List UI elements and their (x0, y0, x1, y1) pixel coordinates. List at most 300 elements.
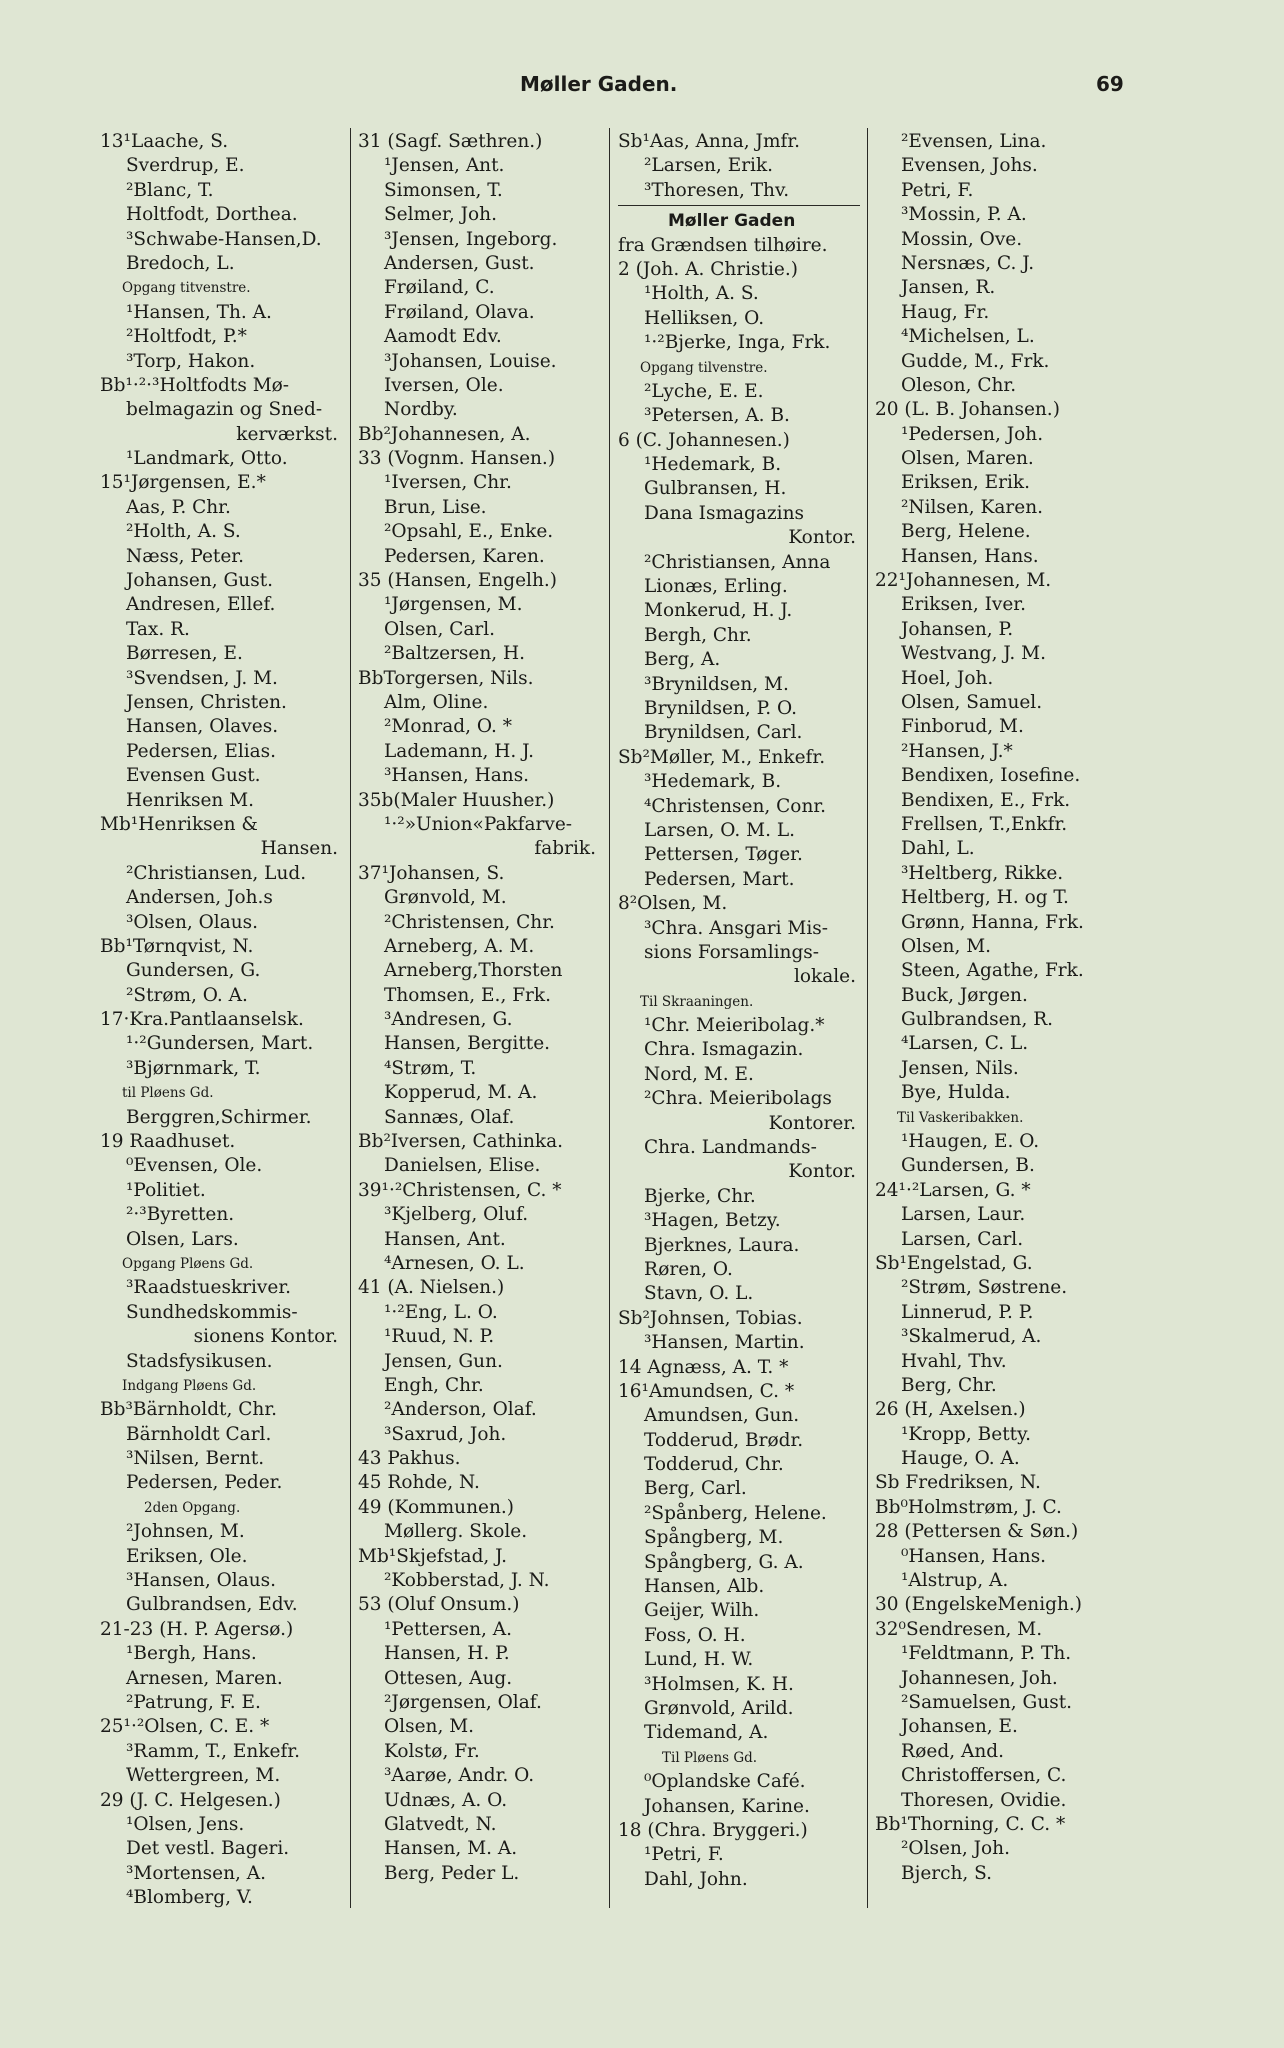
directory-entry: Børresen, E. (126, 643, 243, 665)
directory-entry: Sb²Møller, M., Enkefr. (618, 746, 826, 768)
directory-entry: Andersen, Joh.s (126, 887, 273, 909)
directory-entry: 29 (J. C. Helgesen.) (100, 1789, 281, 1811)
directory-entry: Olsen, Samuel. (901, 691, 1043, 713)
directory-entry: ³Hedemark, B. (644, 771, 782, 793)
directory-entry: ²Kobberstad, J. N. (384, 1570, 550, 1592)
directory-entry: Bjerch, S. (901, 1862, 993, 1884)
directory-entry: Lademann, H. J. (384, 740, 535, 762)
directory-entry: ²Evensen, Lina. (901, 131, 1047, 152)
directory-entry: ²Patrung, F. E. (126, 1692, 261, 1713)
directory-entry: Johansen, P. (901, 618, 1014, 640)
directory-entry: Sb Fredriksen, N. (875, 1472, 1041, 1494)
directory-entry: ¹·²»Union«Pakfarve- (384, 813, 573, 835)
directory-entry: ³Hagen, Betzy. (644, 1210, 781, 1232)
directory-entry: Det vestl. Bageri. (126, 1838, 290, 1860)
directory-entry: Kolstø, Fr. (384, 1740, 480, 1762)
directory-entry: ³Chra. Ansgari Mis- (644, 917, 829, 939)
directory-entry: Berg, A. (644, 649, 721, 671)
directory-entry: Indgang Pløens Gd. (122, 1377, 257, 1394)
directory-entry: 28 (Pettersen & Søn.) (875, 1521, 1079, 1543)
directory-entry: ⁴Blomberg, V. (126, 1887, 253, 1909)
directory-entry: fabrik. (534, 838, 596, 860)
directory-entry: ³Schwabe-Hansen,D. (126, 228, 322, 250)
directory-entry: Sb²Johnsen, Tobias. (618, 1307, 803, 1329)
directory-entry: ¹Feldtmann, P. Th. (901, 1643, 1072, 1665)
directory-entry: lokale. (793, 966, 856, 988)
directory-entry: ²Larsen, Erik. (644, 155, 774, 177)
directory-entry: Johansen, Karine. (644, 1795, 810, 1817)
directory-entry: Hansen, Olaves. (126, 716, 279, 738)
directory-entry: ¹Olsen, Jens. (126, 1813, 245, 1835)
directory-entry: ¹Alstrup, A. (901, 1570, 1009, 1592)
directory-entry: ¹Hansen, Th. A. (126, 301, 272, 323)
directory-entry: ²Blanc, T. (126, 179, 214, 201)
directory-entry: Arneberg,Thorsten (384, 960, 563, 982)
directory-entry: Hansen, Bergitte. (384, 1033, 551, 1055)
directory-entry: Hansen. (260, 838, 338, 860)
directory-entry: til Pløens Gd. (122, 1085, 214, 1102)
directory-entry: ²Strøm, Søstrene. (901, 1277, 1068, 1299)
directory-entry: Opgang tilvenstre. (640, 359, 768, 376)
directory-entry: Berg, Peder L. (384, 1862, 520, 1884)
directory-entry: Møllerg. Skole. (384, 1521, 528, 1543)
directory-entry: ³Petersen, A. B. (644, 405, 790, 427)
directory-entry: ²·³Byretten. (126, 1204, 235, 1226)
directory-entry: ³Brynildsen, M. (644, 673, 789, 695)
directory-entry: ¹Bergh, Hans. (126, 1643, 257, 1665)
directory-entry: ³Jensen, Ingeborg. (384, 228, 558, 250)
directory-entry: Iversen, Ole. (384, 374, 504, 396)
directory-entry: Til Skraaningen. (640, 993, 754, 1010)
directory-entry: Larsen, Laur. (901, 1204, 1026, 1226)
directory-entry: Wettergreen, M. (126, 1765, 281, 1787)
column-divider (350, 128, 351, 1908)
directory-entry: 32⁰Sendresen, M. (875, 1618, 1043, 1640)
directory-entry: Bendixen, Iosefine. (901, 765, 1081, 787)
directory-entry: ²Monrad, O. * (384, 716, 512, 738)
directory-entry: 53 (Oluf Onsum.) (358, 1594, 520, 1616)
directory-entry: Lionæs, Erling. (644, 576, 788, 598)
directory-entry: 43 Pakhus. (358, 1448, 461, 1470)
directory-entry: Bb³Bärnholdt, Chr. (100, 1399, 278, 1421)
directory-entry: sionens Kontor. (193, 1326, 338, 1348)
directory-entry: Nord, M. E. (644, 1063, 754, 1085)
directory-entry: kerværkst. (236, 423, 338, 445)
directory-entry: ¹Petri, F. (644, 1844, 724, 1866)
directory-entry: Frøiland, C. (384, 277, 495, 299)
directory-entry: Larsen, O. M. L. (644, 819, 795, 841)
directory-entry: Pedersen, Karen. (384, 545, 545, 567)
directory-entry: 15¹Jørgensen, E.* (100, 472, 266, 494)
directory-entry: ¹Holth, A. S. (644, 283, 759, 305)
directory-entry: ⁴Strøm, T. (384, 1057, 477, 1079)
directory-entry: Haug, Fr. (901, 301, 990, 323)
directory-entry: ³Hansen, Hans. (384, 765, 530, 787)
directory-entry: Monkerud, H. J. (644, 600, 793, 622)
directory-entry: Nersnæs, C. J. (901, 252, 1035, 274)
directory-entry: ³Hansen, Olaus. (126, 1570, 277, 1592)
directory-entry: Aas, P. Chr. (126, 496, 231, 518)
directory-entry: Til Pløens Gd. (662, 1749, 758, 1766)
directory-entry: 2 (Joh. A. Christie.) (618, 258, 798, 280)
directory-entry: Oleson, Chr. (901, 374, 1017, 396)
directory-entry: sions Forsamlings- (644, 941, 820, 963)
directory-entry: ¹Landmark, Otto. (126, 448, 288, 470)
directory-entry: Bb²Iversen, Cathinka. (358, 1131, 564, 1153)
directory-entry: Bjerknes, Laura. (644, 1234, 800, 1256)
directory-entry: Steen, Agathe, Frk. (901, 960, 1084, 982)
directory-entry: ²Christensen, Chr. (384, 911, 555, 933)
directory-entry: 2den Opgang. (144, 1499, 241, 1516)
directory-entry: Foss, O. H. (644, 1624, 746, 1646)
directory-entry: Linnerud, P. P. (901, 1301, 1034, 1323)
directory-entry: ¹Jørgensen, M. (384, 594, 523, 616)
directory-entry: Hansen, Ant. (384, 1228, 506, 1250)
directory-entry: Eriksen, Ole. (126, 1545, 248, 1567)
directory-entry: ¹Pettersen, A. (384, 1618, 513, 1640)
directory-entry: Bärnholdt Carl. (126, 1423, 272, 1445)
directory-entry: ⁴Arnesen, O. L. (384, 1252, 525, 1274)
directory-entry: Bb¹Thorning, C. C. * (875, 1813, 1066, 1835)
directory-entry: Grønvold, M. (384, 887, 507, 909)
directory-entry: Olsen, Maren. (901, 448, 1034, 470)
section-heading: Møller Gaden (668, 211, 796, 232)
column-2 (358, 130, 600, 1910)
directory-entry: Frellsen, T.,Enkfr. (901, 813, 1068, 835)
directory-entry: ²Spånberg, Helene. (644, 1502, 827, 1524)
directory-entry: ³Aarøe, Andr. O. (384, 1765, 535, 1787)
directory-entry: ²Johnsen, M. (126, 1521, 245, 1543)
directory-entry: Bb¹·²·³Holtfodts Mø- (100, 374, 290, 396)
directory-entry: ³Holmsen, K. H. (644, 1673, 794, 1695)
directory-entry: ¹·²Gundersen, Mart. (126, 1033, 314, 1055)
directory-entry: ³Saxrud, Joh. (384, 1423, 507, 1445)
directory-entry: Todderud, Chr. (644, 1454, 784, 1476)
directory-entry: Bendixen, E., Frk. (901, 789, 1071, 811)
directory-entry: Tax. R. (126, 618, 190, 640)
directory-entry: Berggren,Schirmer. (126, 1106, 312, 1128)
directory-entry: 35 (Hansen, Engelh.) (358, 570, 557, 592)
directory-entry: Dahl, John. (644, 1868, 748, 1890)
directory-entry: ¹Chr. Meieribolag.* (644, 1015, 825, 1037)
directory-entry: Olsen, Carl. (384, 618, 496, 640)
directory-entry: Kontorer. (768, 1112, 856, 1134)
directory-entry: Berg, Helene. (901, 521, 1031, 543)
directory-entry: Bb¹Tørnqvist, N. (100, 935, 254, 957)
directory-entry: Chra. Ismagazin. (644, 1039, 804, 1061)
directory-entry: ²Lyche, E. E. (644, 380, 764, 402)
directory-entry: Dana Ismagazins (644, 502, 805, 524)
directory-entry: Mb¹Skjefstad, J. (358, 1545, 508, 1567)
directory-entry: ²Baltzersen, H. (384, 643, 526, 665)
directory-entry: Brynildsen, P. O. (644, 697, 798, 719)
directory-entry: 33 (Vognm. Hansen.) (358, 448, 556, 470)
directory-entry: Gulbrandsen, R. (901, 1009, 1054, 1031)
directory-entry: 14 Agnæss, A. T. * (618, 1356, 789, 1378)
directory-entry: 17·Kra.Pantlaanselsk. (100, 1009, 304, 1031)
directory-entry: Grønvold, Arild. (644, 1698, 794, 1719)
directory-entry: 26 (H, Axelsen.) (875, 1399, 1026, 1421)
directory-entry: Christoffersen, C. (901, 1765, 1067, 1787)
directory-entry: Bjerke, Chr. (644, 1185, 756, 1207)
directory-entry: Petri, F. (901, 179, 974, 201)
directory-entry: Næss, Peter. (126, 545, 244, 567)
directory-entry: Andresen, Ellef. (126, 594, 276, 616)
directory-entry: ³Thoresen, Thv. (644, 179, 790, 201)
directory-entry: ³Johansen, Louise. (384, 350, 557, 372)
directory-entry: Spångberg, M. (644, 1527, 784, 1549)
directory-entry: Sb¹Engelstad, G. (875, 1252, 1033, 1274)
directory-entry: Gudde, M., Frk. (901, 350, 1050, 372)
page-title: Møller Gaden. (520, 72, 678, 96)
directory-entry: Hansen, Hans. (901, 545, 1039, 567)
directory-entry: Selmer, Joh. (384, 204, 497, 226)
directory-entry: 35b(Maler Huusher.) (358, 789, 555, 811)
directory-entry: Larsen, Carl. (901, 1228, 1024, 1250)
directory-entry: ³Nilsen, Bernt. (126, 1448, 265, 1470)
directory-entry: ¹Hedemark, B. (644, 454, 782, 476)
directory-entry: 24¹·²Larsen, G. * (875, 1179, 1031, 1201)
directory-entry: Amundsen, Gun. (644, 1405, 800, 1427)
directory-entry: ³Heltberg, Rikke. (901, 862, 1064, 884)
directory-entry: Jensen, Nils. (901, 1057, 1019, 1079)
directory-entry: ³Andresen, G. (384, 1009, 513, 1031)
column-divider (609, 128, 610, 1908)
directory-entry: Arneberg, A. M. (384, 935, 535, 957)
directory-entry: Sb¹Aas, Anna, Jmfr. (618, 131, 801, 152)
directory-entry: ²Holth, A. S. (126, 521, 241, 543)
column-3 (618, 130, 860, 1910)
directory-entry: ²Strøm, O. A. (126, 984, 248, 1006)
directory-entry: 18 (Chra. Bryggeri.) (618, 1819, 808, 1841)
directory-entry: 22¹Johannesen, M. (875, 570, 1052, 592)
directory-entry: ¹Iversen, Chr. (384, 472, 512, 494)
directory-entry: Jensen, Gun. (384, 1350, 503, 1372)
directory-entry: Mossin, Ove. (901, 228, 1023, 250)
directory-entry: Opgang Pløens Gd. (122, 1255, 254, 1272)
directory-entry: 21-23 (H. P. Agersø.) (100, 1618, 294, 1640)
directory-entry: Andersen, Gust. (384, 252, 535, 274)
directory-entry: Johansen, Gust. (126, 570, 274, 592)
directory-entry: Sannæs, Olaf. (384, 1106, 515, 1128)
directory-entry: ³Ramm, T., Enkefr. (126, 1740, 301, 1762)
directory-entry: ⁰Hansen, Hans. (901, 1545, 1047, 1567)
directory-entry: Gulbrandsen, Edv. (126, 1594, 298, 1616)
directory-entry: Stadsfysikusen. (126, 1350, 273, 1372)
page-number: 69 (1096, 72, 1124, 96)
directory-entry: 39¹·²Christensen, C. * (358, 1179, 562, 1201)
directory-entry: fra Grændsen tilhøire. (618, 234, 828, 256)
directory-entry: Olsen, M. (901, 935, 992, 957)
directory-entry: ¹Pedersen, Joh. (901, 423, 1044, 445)
column-1 (100, 130, 342, 1910)
directory-entry: Hansen, Alb. (644, 1576, 765, 1598)
directory-entry: 6 (C. Johannesen.) (618, 429, 790, 451)
directory-entry: Til Vaskeribakken. (897, 1109, 1024, 1126)
directory-entry: ⁰Evensen, Ole. (126, 1155, 263, 1177)
directory-entry: Hauge, O. A. (901, 1448, 1020, 1470)
directory-entry: ²Christiansen, Lud. (126, 862, 307, 884)
directory-entry: Berg, Chr. (901, 1374, 997, 1396)
directory-entry: Hoel, Joh. (901, 667, 994, 689)
directory-entry: Jansen, R. (901, 277, 996, 299)
directory-entry: Heltberg, H. og T. (901, 887, 1069, 909)
directory-entry: Chra. Landmands- (644, 1137, 817, 1159)
directory-entry: ⁰Oplandske Café. (644, 1771, 806, 1793)
directory-entry: ³Torp, Hakon. (126, 350, 256, 372)
directory-entry: Stavn, O. L. (644, 1283, 754, 1305)
directory-entry: ²Anderson, Olaf. (384, 1399, 537, 1421)
directory-entry: 16¹Amundsen, C. * (618, 1380, 795, 1402)
directory-entry: belmagazin og Sned- (126, 399, 323, 421)
directory-entry: Gulbransen, H. (644, 478, 787, 500)
directory-entry: Geijer, Wilh. (644, 1600, 760, 1622)
directory-entry: ³Skalmerud, A. (901, 1326, 1042, 1348)
directory-entry: ³Hansen, Martin. (644, 1332, 805, 1354)
directory-entry: Pedersen, Mart. (644, 868, 795, 890)
directory-entry: ²Olsen, Joh. (901, 1838, 1010, 1860)
directory-entry: 13¹Laache, S. (100, 131, 229, 152)
directory-entry: 8²Olsen, M. (618, 893, 728, 915)
directory-entry: Danielsen, Elise. (384, 1155, 541, 1177)
directory-entry: Grønn, Hanna, Frk. (901, 911, 1084, 933)
directory-entry: Bergh, Chr. (644, 624, 752, 646)
directory-entry: ³Mossin, P. A. (901, 204, 1027, 226)
directory-entry: Johansen, E. (901, 1716, 1018, 1738)
directory-entry: 37¹Johansen, S. (358, 862, 505, 884)
directory-entry: ³Mortensen, A. (126, 1862, 266, 1884)
directory-entry: Bye, Hulda. (901, 1082, 1011, 1104)
directory-entry: Tidemand, A. (644, 1722, 769, 1744)
directory-entry: BbTorgersen, Nils. (358, 667, 534, 689)
directory-entry: Thoresen, Ovidie. (901, 1789, 1067, 1811)
directory-entry: Eriksen, Erik. (901, 472, 1030, 494)
directory-entry: Kontor. (788, 1161, 856, 1183)
directory-entry: Finborud, M. (901, 716, 1024, 738)
directory-entry: Røren, O. (644, 1258, 733, 1280)
directory-entry: ³Bjørnmark, T. (126, 1057, 261, 1079)
directory-entry: Jensen, Christen. (126, 691, 287, 713)
directory-entry: Alm, Oline. (384, 691, 489, 713)
directory-entry: Mb¹Henriksen & (100, 813, 258, 835)
directory-entry: Aamodt Edv. (384, 326, 502, 348)
directory-entry: ²Holtfodt, P.* (126, 326, 247, 348)
directory-entry: ²Chra. Meieribolags (644, 1088, 832, 1110)
directory-entry: ²Jørgensen, Olaf. (384, 1692, 542, 1713)
directory-entry: ²Christiansen, Anna (644, 551, 831, 573)
directory-entry: Røed, And. (901, 1740, 1004, 1762)
directory-entry: Buck, Jørgen. (901, 984, 1028, 1006)
directory-entry: Johannesen, Joh. (901, 1667, 1058, 1689)
directory-entry: Frøiland, Olava. (384, 301, 535, 323)
directory-entry: ²Samuelsen, Gust. (901, 1692, 1073, 1713)
directory-entry: Ottesen, Aug. (384, 1667, 513, 1689)
directory-entry: 45 Rohde, N. (358, 1472, 480, 1494)
directory-entry: ⁴Larsen, C. L. (901, 1033, 1029, 1055)
directory-entry: ²Nilsen, Karen. (901, 496, 1043, 518)
directory-entry: ⁴Christensen, Conr. (644, 795, 827, 817)
directory-entry: Todderud, Brødr. (644, 1429, 804, 1451)
directory-entry: Bb²Johannesen, A. (358, 423, 531, 445)
directory-entry: Opgang titvenstre. (122, 280, 251, 297)
directory-entry: Glatvedt, N. (384, 1813, 497, 1835)
directory-entry: Henriksen M. (126, 789, 255, 811)
directory-entry: Pedersen, Peder. (126, 1472, 283, 1494)
directory-entry: Kopperud, M. A. (384, 1082, 538, 1104)
directory-entry: Hansen, M. A. (384, 1838, 518, 1860)
directory-entry: 19 Raadhuset. (100, 1131, 236, 1153)
directory-entry: ¹·²Eng, L. O. (384, 1301, 498, 1323)
directory-entry: Evensen, Johs. (901, 155, 1038, 177)
directory-entry: Bredoch, L. (126, 252, 235, 274)
directory-entry: Lund, H. W. (644, 1649, 754, 1671)
directory-entry: Nordby. (384, 399, 458, 421)
directory-entry: Thomsen, E., Frk. (384, 984, 551, 1006)
directory-entry: Olsen, M. (384, 1716, 475, 1738)
directory-entry: Evensen Gust. (126, 765, 261, 787)
directory-entry: ¹Jensen, Ant. (384, 155, 505, 177)
directory-entry: Hansen, H. P. (384, 1643, 510, 1665)
directory-entry: Engh, Chr. (384, 1374, 484, 1396)
directory-entry: Udnæs, A. O. (384, 1789, 508, 1811)
directory-entry: ⁴Michelsen, L. (901, 326, 1035, 348)
directory-entry: ³Olsen, Olaus. (126, 911, 259, 933)
column-divider (867, 128, 868, 1908)
directory-entry: ³Kjelberg, Oluf. (384, 1204, 529, 1226)
directory-entry: ¹Kropp, Betty. (901, 1423, 1031, 1445)
directory-entry: 25¹·²Olsen, C. E. * (100, 1716, 270, 1738)
directory-entry: Brynildsen, Carl. (644, 722, 803, 744)
directory-entry: Gundersen, G. (126, 960, 261, 982)
directory-entry: Sverdrup, E. (126, 155, 245, 177)
directory-entry: Dahl, L. (901, 838, 975, 860)
directory-entry: Spångberg, G. A. (644, 1551, 804, 1573)
directory-entry: ²Opsahl, E., Enke. (384, 521, 554, 543)
directory-entry: ¹Haugen, E. O. (901, 1131, 1040, 1153)
directory-entry: Pedersen, Elias. (126, 740, 277, 762)
directory-entry: ¹Ruud, N. P. (384, 1326, 495, 1348)
directory-entry: Olsen, Lars. (126, 1228, 239, 1250)
directory-entry: ¹·²Bjerke, Inga, Frk. (644, 332, 831, 354)
directory-entry: Brun, Lise. (384, 496, 487, 518)
directory-entry: ²Hansen, J.* (901, 740, 1013, 762)
directory-entry: ¹Politiet. (126, 1179, 206, 1201)
directory-entry: 49 (Kommunen.) (358, 1496, 514, 1518)
directory-entry: Hvahl, Thv. (901, 1350, 1007, 1372)
directory-entry: Simonsen, T. (384, 179, 503, 201)
directory-entry: 31 (Sagf. Sæthren.) (358, 131, 543, 152)
directory-entry: Gundersen, B. (901, 1155, 1035, 1177)
directory-entry: 20 (L. B. Johansen.) (875, 399, 1060, 421)
directory-entry: Helliksen, O. (644, 307, 765, 329)
directory-entry: Berg, Carl. (644, 1478, 747, 1500)
directory-entry: Pettersen, Tøger. (644, 844, 803, 866)
directory-entry: ³Raadstueskriver. (126, 1277, 292, 1299)
directory-entry: 41 (A. Nielsen.) (358, 1277, 505, 1299)
directory-entry: 30 (EngelskeMenigh.) (875, 1594, 1082, 1616)
directory-entry: Bb⁰Holmstrøm, J. C. (875, 1496, 1062, 1518)
directory-entry: Kontor. (788, 527, 856, 549)
directory-entry: Eriksen, Iver. (901, 594, 1026, 616)
section-rule (618, 205, 860, 207)
page-header (0, 72, 1284, 112)
directory-entry: Westvang, J. M. (901, 643, 1046, 665)
directory-entry: Holtfodt, Dorthea. (126, 204, 298, 226)
directory-entry: Arnesen, Maren. (126, 1667, 283, 1689)
directory-entry: Sundhedskommis- (126, 1301, 298, 1323)
column-4 (875, 130, 1117, 1910)
directory-entry: ³Svendsen, J. M. (126, 667, 278, 689)
